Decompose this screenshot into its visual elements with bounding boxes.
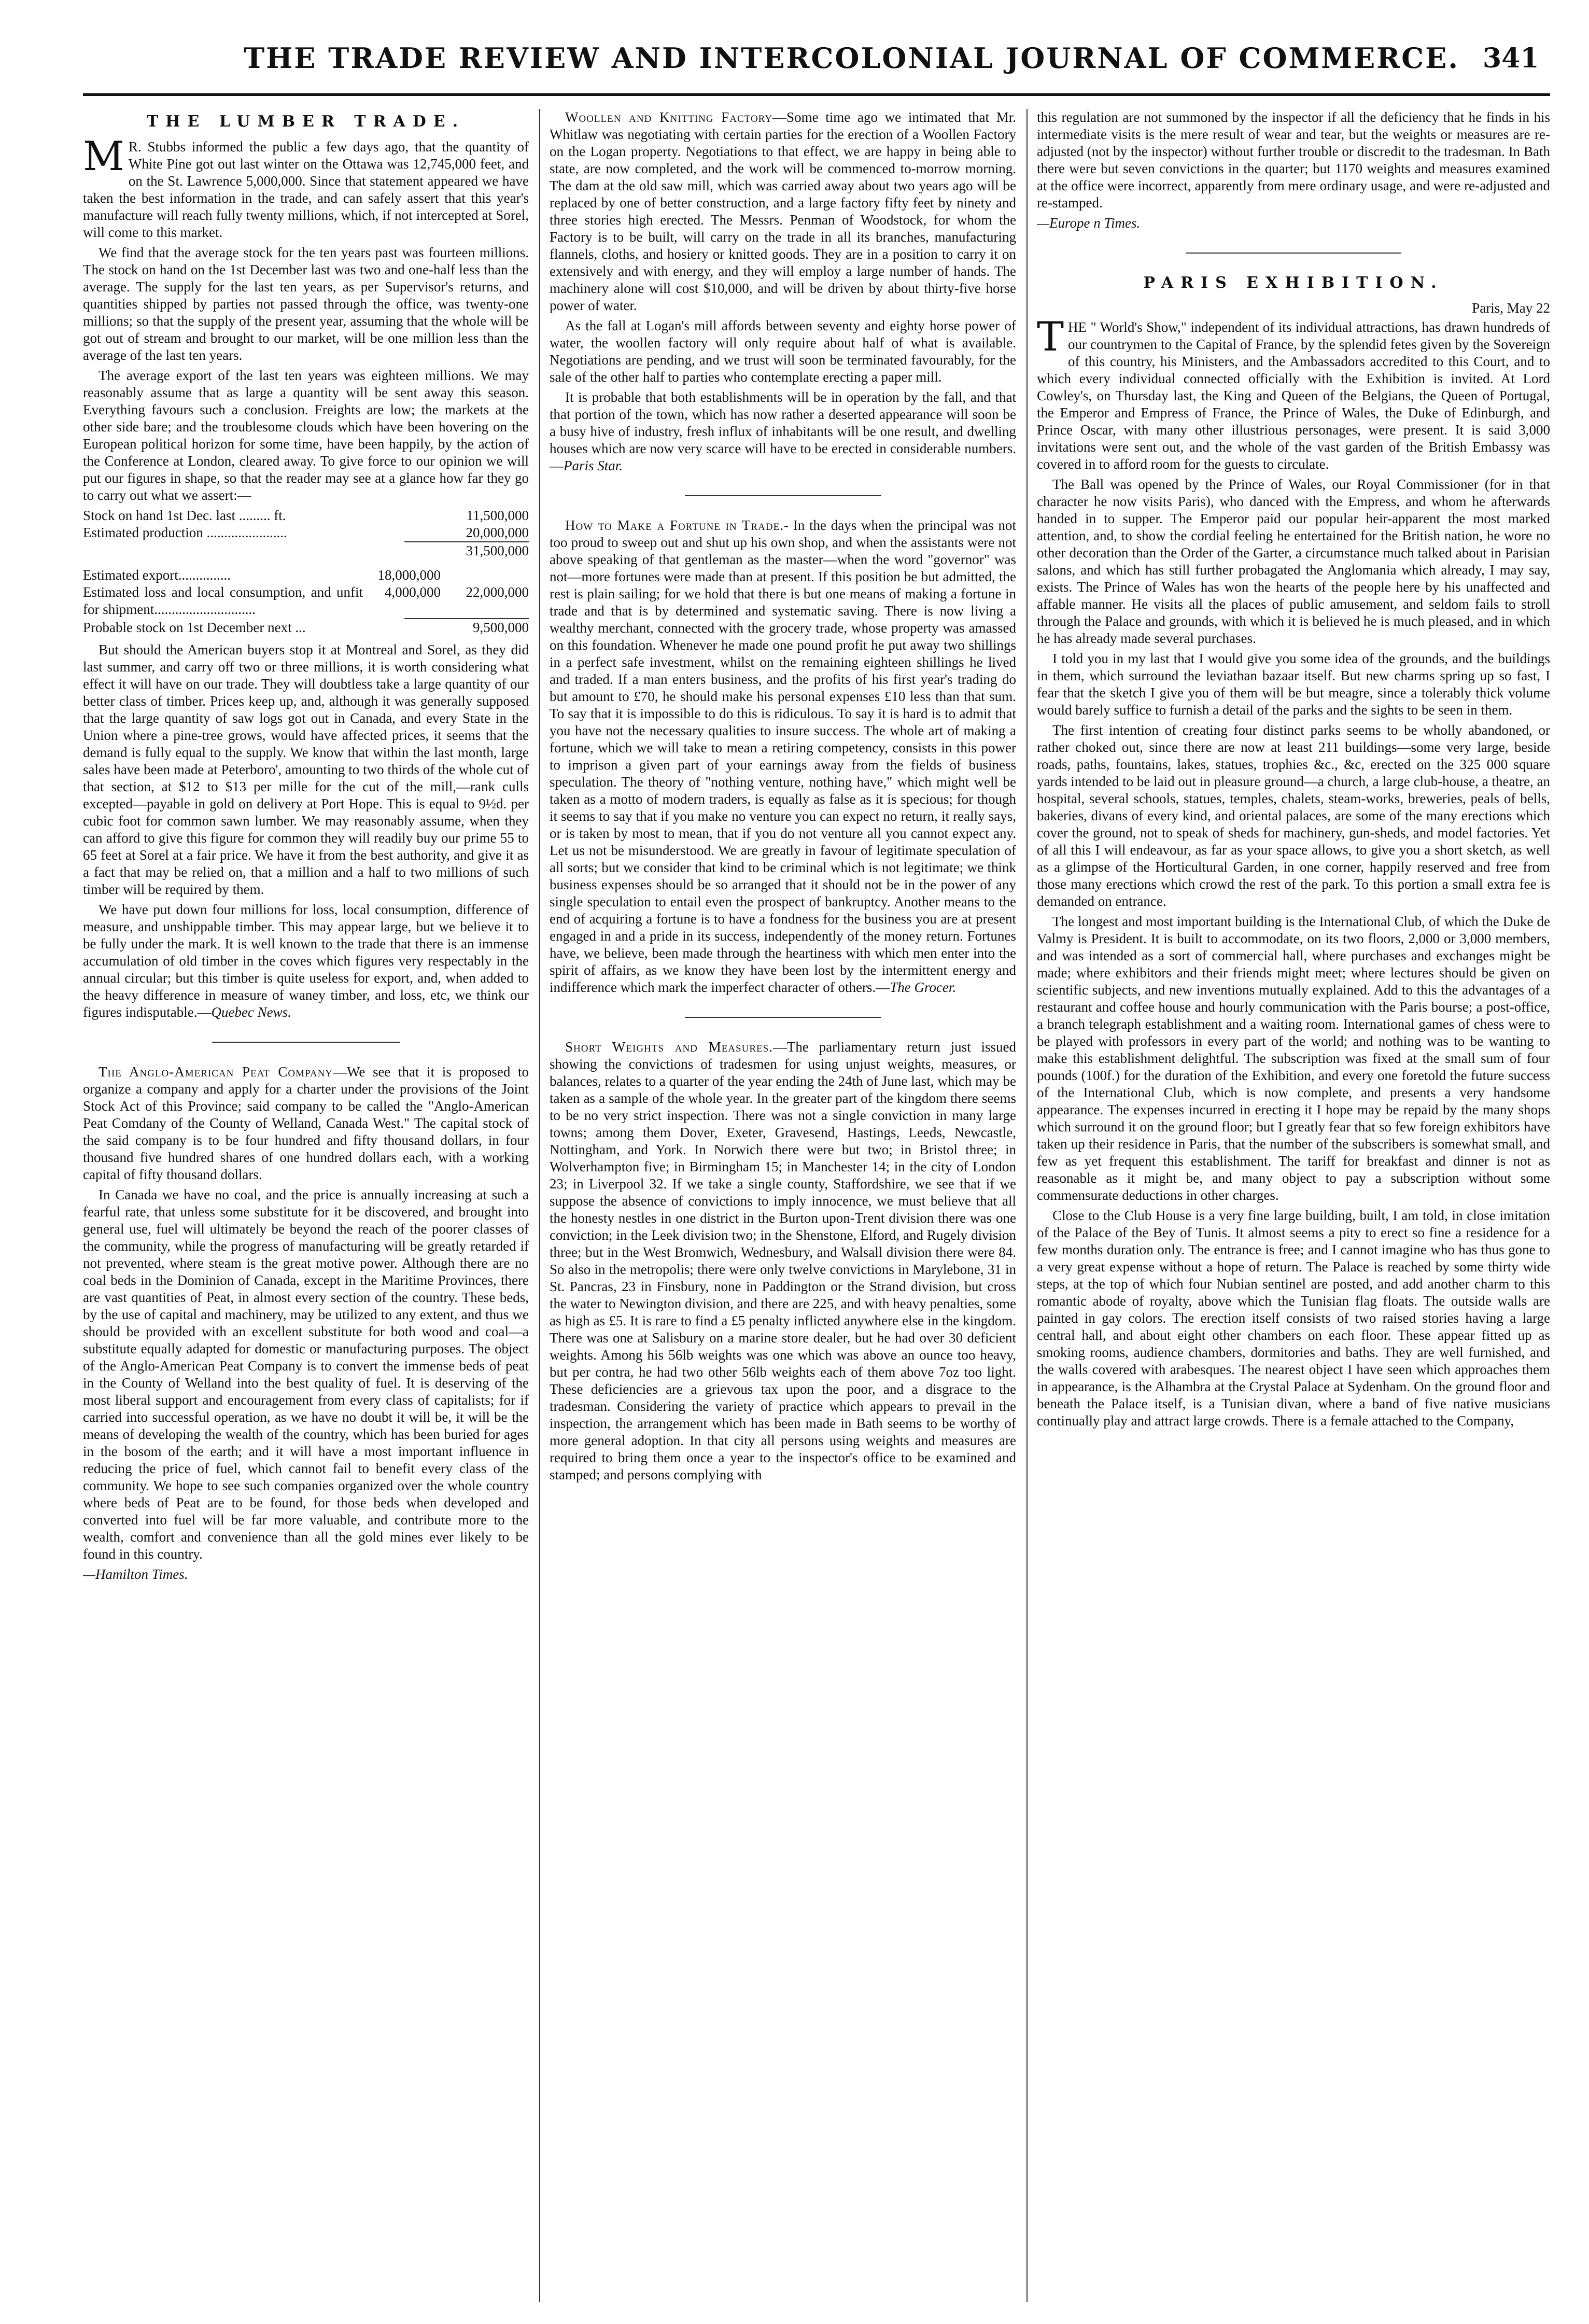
article-source: Paris Star. — [564, 458, 623, 473]
article-divider — [212, 1042, 399, 1043]
column-rule-1 — [539, 109, 540, 2302]
lumber-paragraph: M R. Stubbs informed the public a few days ago, that the quantity of White Pine got out last winter on the Ottawa was 12,745,000 feet, and on the St. Lawrence 5,000,000. Since that statement appeared we have taken the best information in the trade, and can safely assert that this year's manufacture will reach fully twenty millions, which, if not intercepted at Sorel, will come to this market. — [83, 133, 529, 240]
article-divider — [685, 495, 881, 496]
paris-paragraph: The Ball was opened by the Prince of Wales, our Royal Commissioner (for in that character he now visits Paris), who danced with the Empress, and whom he afterwards handed in to supper. The Emperor paid our popular heir-apparent the most marked attention, and, to show the cordial feeling he entertained for the British nation, he wore no other decoration than the Order of the Garter, a circumstance much talked about in Parisian salons, and which has still further probagated the Anglomania which already, I may say, exists. The Prince of Wales has won the hearts of the people here by his unaffected and affable manner. He visits all the places of public amusement, and seldom fails to stroll through the Palace and grounds, with which it is believed he is much pleased, and in which he has already made several purchases. — [1037, 477, 1550, 646]
lumber-paragraph: But should the American buyers stop it at Montreal and Sorel, as they did last summer, and carry off two or three millions, it is worth considering what effect it will have on our trade. They will doubtless take a large quantity of our better class of timber. Prices keep up, and, although it was generally supposed that the large quantity of saw logs got out in Canada, and every State in the Union where a pine-tree grows, would have affected prices, it seems that the demand is fully equal to the supply. We know that within the last month, large sales have been made at Peterboro', amounting to two thirds of the whole cut of that section, at $12 to $13 per mille for the cut of the mill,—rank culls excepted—payable in gold on delivery at Port Hope. This is equal to 9½d. per cubic foot for common sawn lumber. We may reasonably assume, when they can afford to give this figure for common they will readily buy our prime 55 to 65 feet at Sorel at a fair price. We have it from the best authority, and give it as a fact that may be relied on, that a million and a half to two millions of such timber will be required by them. — [83, 642, 529, 897]
stat-label: Estimated loss and local consumption, and unfit for shipment............................. — [83, 584, 363, 617]
stat-value: 20,000,000 — [466, 525, 529, 540]
paris-paragraph: The longest and most important building is the International Club, of which the Duke de Valmy is President. It is built to accommodate, on its two floors, 2,000 or 3,000 members, and was intended as a sort of commercial hall, where purchases and exchanges might be made; where exhibitors and their friends might meet; where lectures should be given on scientific subjects, and new inventions mutually explained. Add to this the advantages of a restaurant and coffee house and hourly communication with the Paris bourse; a post-office, a branch telegraph establishment and a waiting room. International games of chess were to be played with professors in every part of the world; and nothing was to be wanting to make this establishment delightful. The subscription was fixed at the small sum of four pounds (100f.) for the duration of the Exhibition, and every one foretold the future success of the International Club, which is now complete, and presents a very handsome appearance. The expenses incurred in erecting it I hope may be repaid by the many shops which surround it on the ground floor; but I greatly fear that so few foreign exhibitors have taken up their residence in Paris, that the number of the subscribers is somewhat small, and few as yet frequent this establishment. The tariff for breakfast and dinner is not as reasonable as it might be, and many object to pay a subscription without some commensurate deductions in other charges. — [1037, 914, 1550, 1203]
article-source: Quebec News. — [211, 1004, 291, 1020]
stat-value: 18,000,000 — [377, 567, 441, 583]
article-title: Short Weights and Measures. — [565, 1039, 773, 1055]
paris-dropcap: T — [1037, 314, 1064, 360]
stat-label: Probable stock on 1st December next ... — [83, 620, 306, 635]
stat-row — [83, 524, 529, 541]
column-1 — [83, 109, 529, 2302]
article-divider — [685, 1017, 881, 1018]
lumber-trade-heading: THE LUMBER TRADE. — [146, 113, 466, 131]
stat-value: 11,500,000 — [466, 508, 529, 523]
lumber-statistics-table — [83, 507, 529, 636]
stat-row — [83, 619, 529, 636]
paris-paragraph: I told you in my last that I would give you some idea of the grounds, and the buildings in them, which surround the leviathan bazaar itself. But new charms spring up so fast, I fear that the sketch I give you of them will be but meagre, since a tolerably thick volume would barely suffice to furnish a detail of the parks and the sights to be seen in them. — [1037, 651, 1550, 718]
paris-paragraph: Close to the Club House is a very fine large building, built, I am told, in close imitation of the Palace of the Bey of Tunis. It almost seems a pity to erect so fine a residence for a few months duration only. The entrance is free; and I cannot imagine who has thus gone to a very great expense without a hope of return. The Palace is reached by some thirty wide steps, at the top of which four Nubian sentinel are posted, and add another charm to this romantic abode of royalty, above which the Tunisian flag floats. The outside walls are painted in gay colors. The erection itself consists of two raised stories having a large central hall, and about eight other chambers on each floor. These appear fitted up as smoking rooms, audience chambers, dormitories and baths. They are well furnished, and the walls covered with arabesques. The nearest object I have seen which approaches them in appearance, is the Alhambra at the Crystal Palace at Sydenham. On the ground floor and beneath the Palace itself, is a Tunisian divan, where a band of five native musicians continually play and attract large crowds. There is a female attached to the Company, — [1037, 1208, 1550, 1429]
woollen-paragraph: As the fall at Logan's mill affords between seventy and eighty horse power of water, the woollen factory will only require about half of what is available. Negotiations are pending, and we trust will soon be terminated favourably, for the sale of the other half to parties who contemplate erecting a paper mill. — [550, 318, 1016, 385]
stat-label: Stock on hand 1st Dec. last ......... ft. — [83, 508, 286, 523]
page-header — [0, 41, 1589, 114]
stat-row — [83, 507, 529, 524]
column-2 — [550, 109, 1016, 2302]
lumber-paragraph: We have put down four millions for loss, local consumption, difference of measure, and unshippable timber. This may appear large, but we believe it to be fully under the mark. It is well known to the trade that there is an immense accumulation of old timber in the coves which figures very respectably in the annual circular; but this timber is quite useless for export, and, when added to the heavy difference in measure of waney timber, and loss, etc, we think our figures indisputable.—Quebec News. — [83, 902, 529, 1020]
stat-value: 4,000,000 — [385, 584, 441, 600]
peat-paragraph: In Canada we have no coal, and the price is annually increasing at such a fearful rate, that unless some substitute for it be discovered, and brought into general use, fuel will ultimately be beyond the reach of the poorer classes of the community, while the progress of manufacturing will be greatly retarded if not prevented, where steam is the great motive power. Although there are no coal beds in the Dominion of Canada, except in the Maritime Provinces, there are vast quantities of Peat, in almost every section of the country. These beds, by the use of capital and machinery, may be utilized to any extent, and thus we should be provided with an excellent substitute for both wood and coal—a substitute equally adapted for domestic or manufacturing purposes. The object of the Anglo-American Peat Company is to convert the immense beds of peat in the County of Welland into the best quality of fuel. It is deserving of the most liberal support and encouragement from every class of capitalists; for if carried into successful operation, as we have no doubt it will be, it will be the means of developing the wealth of the country, which has been buried for ages in the bosom of the earth; and it will have a most important influence in reducing the price of fuel, which cannot fail to benefit every class of the community. We hope to see such companies organized over the whole country where beds of Peat are to be found, for those beds when developed and converted into fuel will be far more valuable, and contribute more to the wealth, comfort and convenience than all the gold mines ever likely to be found in this country. — [83, 1187, 529, 1562]
article-source: —Hamilton Times. — [83, 1566, 188, 1582]
article-title: Woollen and Knitting Factory — [565, 109, 773, 125]
woollen-paragraph: Woollen and Knitting Factory—Some time ago we intimated that Mr. Whitlaw was negotiating with certain parties for the erection of a Woollen Factory on the Logan property. Negotiations to that effect, we are happy in being able to state, are now completed, and the work will be commenced to-morrow morning. The dam at the old saw mill, which was carried away about two years ago will be replaced by one of better construction, and a large factory fifty feet by ninety and three stories high erected. The Messrs. Penman of Woodstock, for whom the Factory is to be built, will carry on the trade in all its branches, manufacturing flannels, cloths, and hosiery or knitted goods. They are in a position to carry it on extensively and with energy, and they will employ a large number of hands. The machinery alone will cost $10,000, and will be driven by about thirty-five horse power of water. — [550, 109, 1016, 313]
lumber-paragraph: We find that the average stock for the ten years past was fourteen millions. The stock on hand on the 1st December last was two and one-half less than the average. The supply for the last ten years, as per Supervisor's returns, and quantities shipped by parties not passed through the office, was twenty-one millions; so that the supply of the present year, assuming that the whole will be got out of stream and brought to our market, will be one million less than the average of the last ten years. — [83, 245, 529, 363]
page-number: 341 — [1483, 43, 1539, 74]
article-divider — [1186, 253, 1401, 254]
lumber-paragraph: The average export of the last ten years was eighteen millions. We may reasonably assume that as large a quantity will be sent away this season. Everything favours such a conclusion. Freights are low; the markets at the other side bare; and the troublesome clouds which have been hovering on the European political horizon for some time, have been happily, by the action of the Conference at London, cleared away. To give force to our opinion we will put our figures in shape, so that the reader may see at a glance how far they go to carry out what we assert:— — [83, 368, 529, 503]
column-3 — [1037, 109, 1550, 2302]
dateline: Paris, May 22 — [1472, 300, 1550, 316]
stat-value: 9,500,000 — [473, 620, 529, 635]
paris-exhibition-heading: PARIS EXHIBITION. — [1143, 274, 1444, 292]
stat-row — [83, 584, 529, 618]
paris-paragraph: THE " World's Show," independent of its individual attractions, has drawn hundreds of our countrymen to the Capital of France, by the splendid fetes given by the Sovereign of this country, his Ministers, and the Ambassadors accredited to this Court, and to which every individual connected officially with the Exhibition is invited. At Lord Cowley's, on Thursday last, the King and Queen of the Belgians, the Queen of Portugal, the Emperor and Empress of France, the Prince of Wales, the Duke of Edinburgh, and Prince Oscar, with many other illustrious personages, were present. It is said 3,000 invitations were sent out, and the whole of the vast garden of the British Embassy was covered in to afford room for the guests to circulate. — [1037, 314, 1550, 472]
journal-title: THE TRADE REVIEW AND INTERCOLONIAL JOURNAL OF COMMERCE. — [244, 41, 1460, 75]
woollen-paragraph: It is probable that both establishments will be in operation by the fall, and that that portion of the town, which has now rather a deserted appearance will soon be a busy hive of industry, fresh influx of inhabitants will be one result, and dwelling houses which are now very scarce will have to be erected in considerable numbers.—Paris Star. — [550, 389, 1016, 473]
stat-row — [83, 567, 529, 584]
fortune-paragraph: How to Make a Fortune in Trade.- In the days when the principal was not too proud to sweep out and shut up his own shop, and when the assistants were not above speaking of that gentleman as the master—when the word "governor" was not—more fortunes were made than at present. If this position be but admitted, the rest is plain sailing; for we hold that there is but one means of making a fortune in trade and that is by determined and systematic saving. There is now living a wealthy merchant, connected with the grocery trade, whose property was amassed on this foundation. Whenever he made one pound profit he put away two shillings in a perfect safe investment, whilst on the remaining eighteen shillings he lived and traded. If a man enters business, and the profits of his first year's trading do but amount to £70, he should make his personal expenses £10 less than that sum. To say that it is impossible to do this is ridiculous. To say it is hard is to admit that you have not the necessary qualities to insure success. The whole art of making a fortune, which we will take to mean a retiring competency, consists in this power to imprison a given part of your earnings away from the fields of business speculation. The theory of "nothing venture, nothing have," which might well be taken as a motto of modern traders, is equally as false as it is specious; for though it seems to say that if you make no venture you can expect no return, it really says, or is taken by most to mean, that if you do not venture all you cannot expect any. Let us not be misunderstood. We are greatly in favour of legitimate speculation of all sorts; but we consider that kind to be criminal which is not legitimate; we think business expenses should be so arranged that it should not be in the power of any single speculation to entail even the prospect of bankruptcy. Another means to the end of acquiring a fortune is to have a fondness for the business you are at present engaged in and a pride in its success, independently of the money return. Fortunes have, we believe, been made through the heartiness with which men enter into the spirit of affairs, as we know they have been lost by the intermittent energy and indifference which mark the imperfect character of others.—The Grocer. — [550, 517, 1016, 995]
article-source: The Grocer. — [890, 979, 957, 995]
header-rule — [83, 93, 1550, 96]
weights-continued-paragraph: this regulation are not summoned by the inspector if all the deficiency that he finds in his intermediate visits is the mere result of wear and tear, but the weights or measures are re-adjusted (not by the inspector) without further trouble or discredit to the tradesman. In Bath there were but seven convictions in the quarter; but 1170 weights and measures examined at the office were incorrect, apparently from mere ordinary usage, and were re-adjusted and re-stamped. — [1037, 109, 1550, 211]
article-source: —Europe n Times. — [1037, 215, 1141, 231]
column-rule-2 — [1026, 109, 1028, 2302]
lumber-dropcap: M — [83, 133, 124, 180]
stat-label: Estimated production ....................... — [83, 525, 287, 540]
weights-paragraph: Short Weights and Measures.—The parliamentary return just issued showing the convictions of tradesmen for using unjust weights, measures, or balances, relates to a quarter of the year ending the 24th of June last, which may be taken as a sample of the whole year. In the greater part of the kingdom there seems to be no very strict inspection. There was not a single conviction in many large towns; among them Dover, Exeter, Gravesend, Hastings, Leeds, Newcastle, Nottingham, and York. In Norwich there were but two; in Bristol three; in Wolverhampton five; in Birmingham 15; in Manchester 14; in the city of London 23; in Liverpool 32. If we take a single county, Staffordshire, we see that if we suppose the absence of convictions to imply innocence, we must believe that all the honesty nestles in one district in the Burton upon-Trent division there was one conviction; in the Leek division two; in the Shenstone, Elford, and Rugely division three; but in the West Bromwich, Wednesbury, and Walsall division there were 84. So also in the metropolis; there were only twelve convictions in Marylebone, 31 in St. Pancras, 23 in Finsbury, none in Paddington or the Strand division, but cross the water to Newington division, and there are 225, and with heavy penalties, some as high as £5. It is rare to find a £5 penalty inflicted anywhere else in the kingdom. There was one at Salisbury on a marine store dealer, but he had over 30 deficient weights. Among his 56lb weights was one which was above an ounce too heavy, but per contra, he had two other 56lb weights each of them above 7oz too light. These deficiencies are a grievous tax upon the poor, and a disgrace to the tradesman. Considering the variety of practice which appears to prevail in the inspection, the arrangement which has been made in Bath seems to be worthy of more general adoption. In that city all persons using weights and measures are required to bring them once a year to the inspector's office to be examined and stamped; and persons complying with — [550, 1039, 1016, 1482]
stat-total: 31,500,000 — [466, 543, 529, 558]
article-title: How to Make a Fortune in Trade. — [565, 517, 784, 533]
stat-label: Estimated export............... — [83, 567, 231, 583]
peat-paragraph: The Anglo-American Peat Company—We see that it is proposed to organize a company and apply for a charter under the provisions of the Joint Stock Act of this Province; said company to be called the "Anglo-American Peat Comdany of the County of Welland, Canada West." The capital stock of the said company is to be four hundred and fifty thousand dollars, in four thousand five hundred shares of one hundred dollars each, with a working capital of fifty thousand dollars. — [83, 1064, 529, 1182]
stat-total: 22,000,000 — [466, 584, 529, 600]
paris-paragraph: The first intention of creating four distinct parks seems to be wholly abandoned, or rather choked out, since there are now at least 211 buildings—some very large, beside roads, paths, fountains, lakes, statues, trophies &c., &c, erected on the 325 000 square yards intended to be laid out in pleasure ground—a church, a large club-house, a theatre, an hospital, several schools, statues, temples, chalets, steam-works, breweries, peals of bells, bakeries, divans of every kind, and oriental palaces, are some of the many erections which cover the ground, not to speak of sheds for machinery, gun-sheds, and model factories. Yet of all this I will endeavour, as far as your space allows, to give you a short sketch, as well as a glimpse of the Horticultural Garden, in one corner, happily reserved and free from those many erections which crowd the rest of the park. To this portion a small extra fee is demanded on entrance. — [1037, 722, 1550, 909]
article-title: The Anglo-American Peat Company — [99, 1064, 333, 1080]
